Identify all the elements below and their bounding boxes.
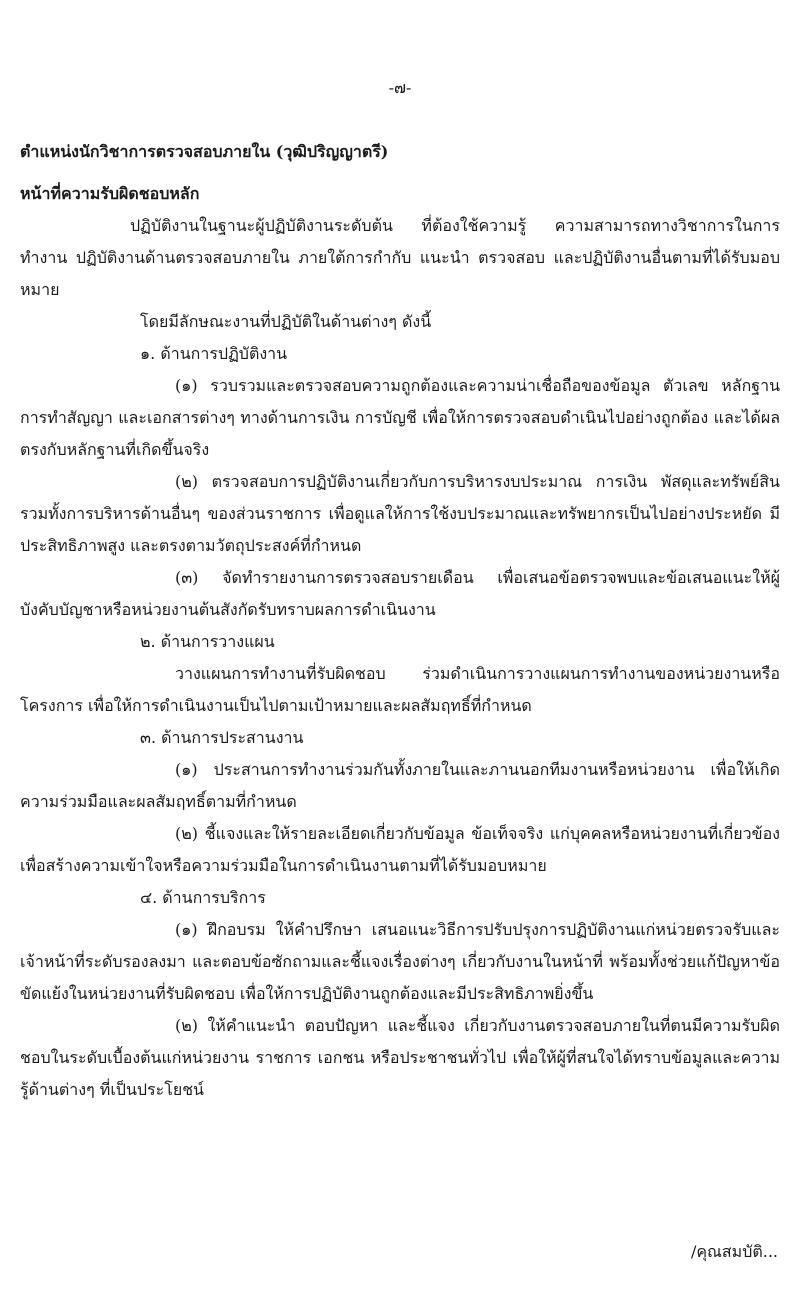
service-item-1: (๑) ฝึกอบรม ให้คำปรึกษา เสนอแนะวิธีการปรับปรุงการปฏิบัติงานแก่หน่วยตรวจรับและเจ้าหน้าที่ระดับรองลงมา และตอบข้อซักถามและชี้แจงเรื่องต่างๆ เกี่ยวกับงานในหน้าที่ พร้อมทั้งช่วยแก้ปัญหาข้อขัดแย้งในหน่วยงานที่รับผิดชอบ เพื่อให้การปฏิบัติงานถูกต้องและมีประสิทธิภาพยิ่งขึ้น	[20, 920, 780, 1003]
page-number: -๗-	[388, 78, 412, 97]
operations-item-2: (๒) ตรวจสอบการปฏิบัติงานเกี่ยวกับการบริหารงบประมาณ การเงิน พัสดุและทรัพย์สิน รวมทั้งการบริหารด้านอื่นๆ ของส่วนราชการ เพื่อดูแลให้การใช้งบประมาณและทรัพยากรเป็นไปอย่างประหยัด มีประสิทธิภาพสูง และตรงตามวัตถุประสงค์ที่กำหนด	[20, 472, 780, 555]
section-title-service: ๔. ด้านการบริการ	[140, 888, 266, 907]
planning-item-1: วางแผนการทำงานที่รับผิดชอบ ร่วมดำเนินการวางแผนการทำงานของหน่วยงานหรือโครงการ เพื่อให้การดำเนินงานเป็นไปตามเป้าหมายและผลสัมฤทธิ์ที่กำหนด	[20, 664, 780, 715]
operations-item-3: (๓) จัดทำรายงานการตรวจสอบรายเดือน เพื่อเสนอข้อตรวจพบและข้อเสนอแนะให้ผู้บังคับบัญชาหรือหน่วยงานต้นสังกัดรับทราบผลการดำเนินงาน	[20, 568, 780, 619]
coordination-item-2: (๒) ชี้แจงและให้รายละเอียดเกี่ยวกับข้อมูล ข้อเท็จจริง แก่บุคคลหรือหน่วยงานที่เกี่ยวข้องเพื่อสร้างความเข้าใจหรือความร่วมมือในการดำเนินงานตามที่ได้รับมอบหมาย	[20, 824, 780, 875]
characteristics-line: โดยมีลักษณะงานที่ปฏิบัติในด้านต่างๆ ดังนี้	[140, 312, 432, 331]
operations-item-1: (๑) รวบรวมและตรวจสอบความถูกต้องและความน่าเชื่อถือของข้อมูล ตัวเลข หลักฐาน การทำสัญญา และเอกสารต่างๆ ทางด้านการเงิน การบัญชี เพื่อให้การตรวจสอบดำเนินไปอย่างถูกต้อง และได้ผลตรงกับหลักฐานที่เกิดขึ้นจริง	[20, 376, 780, 459]
coordination-item-1: (๑) ประสานการทำงานร่วมกันทั้งภายในและภานนอกทีมงานหรือหน่วยงาน เพื่อให้เกิดความร่วมมือและผลสัมฤทธิ์ตามที่กำหนด	[20, 760, 780, 811]
section-title-coordination: ๓. ด้านการประสานงาน	[140, 728, 304, 747]
footer-continuation: /คุณสมบัติ...	[690, 1242, 778, 1261]
section-title-planning: ๒. ด้านการวางแผน	[140, 632, 275, 651]
intro-paragraph: ปฏิบัติงานในฐานะผู้ปฏิบัติงานระดับต้น ที่ต้องใช้ความรู้ ความสามารถทางวิชาการในการทำงาน ปฏิบัติงานด้านตรวจสอบภายใน ภายใต้การกำกับ แนะนำ ตรวจสอบ และปฏิบัติงานอื่นตามที่ได้รับมอบหมาย	[20, 216, 780, 299]
document-body	[20, 136, 780, 1106]
duties-heading: หน้าที่ความรับผิดชอบหลัก	[20, 184, 200, 203]
position-title: ตำแหน่งนักวิชาการตรวจสอบภายใน (วุฒิปริญญาตรี)	[20, 142, 389, 161]
section-title-operations: ๑. ด้านการปฏิบัติงาน	[140, 344, 288, 363]
service-item-2: (๒) ให้คำแนะนำ ตอบปัญหา และชี้แจง เกี่ยวกับงานตรวจสอบภายในที่ตนมีความรับผิดชอบในระดับเบื้องต้นแก่หน่วยงาน ราชการ เอกชน หรือประชาชนทั่วไป เพื่อให้ผู้ที่สนใจได้ทราบข้อมูลและความรู้ด้านต่างๆ ที่เป็นประโยชน์	[20, 1016, 780, 1099]
